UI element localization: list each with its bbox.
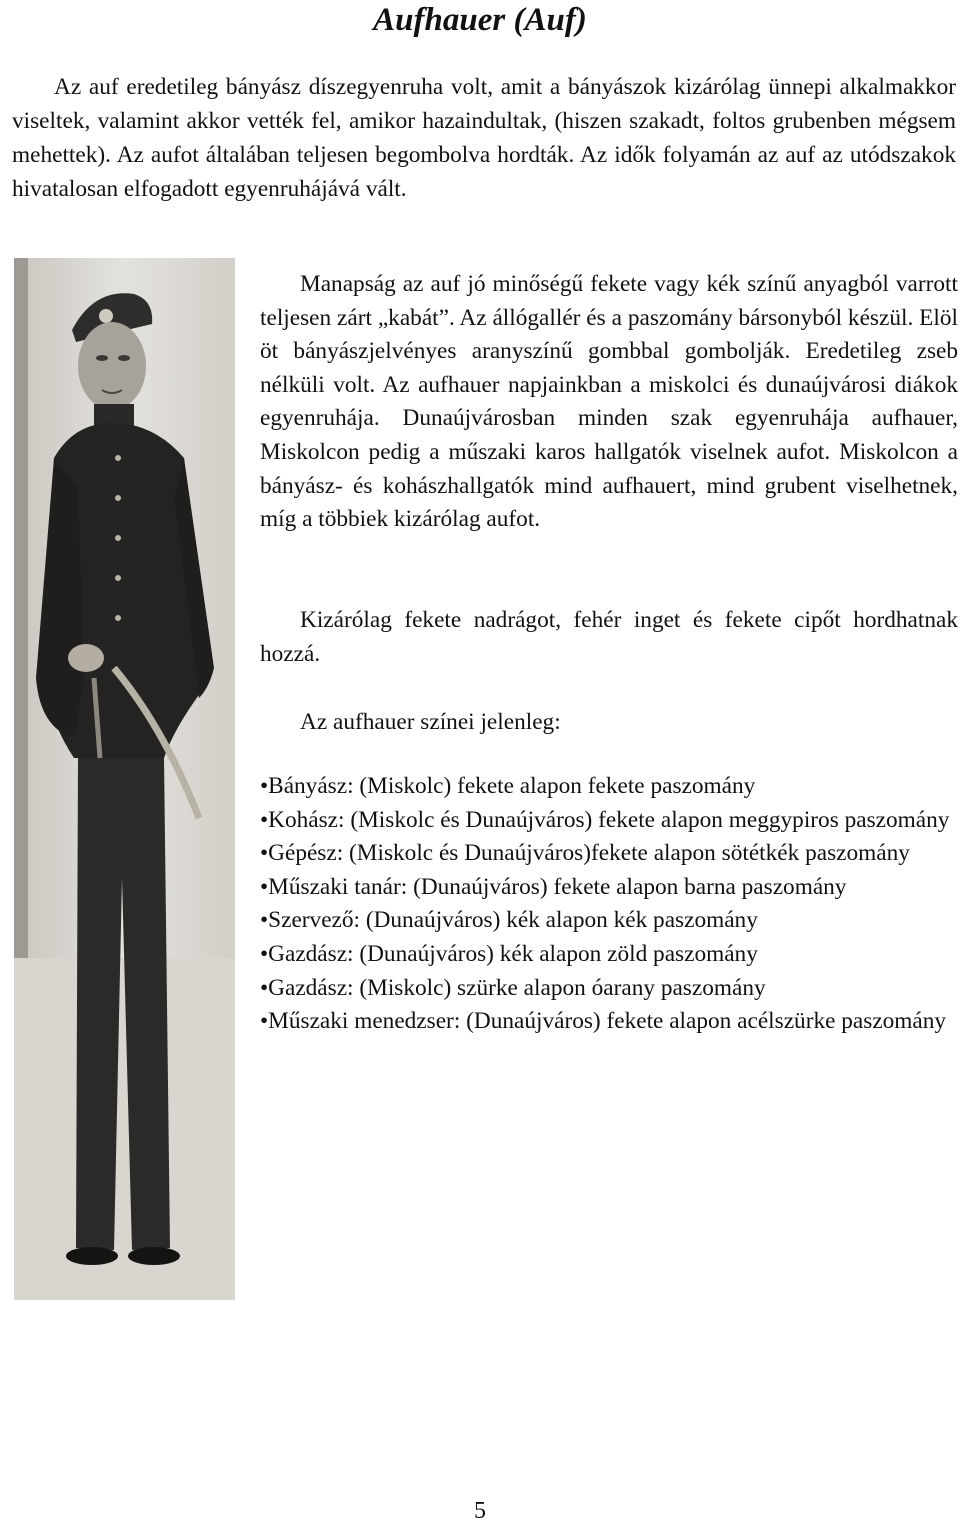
page-number: 5 [474,1498,486,1524]
list-item: • Gazdász: (Dunaújváros) kék alapon zöld paszomány [260,938,958,972]
colors-heading: Az aufhauer színei jelenleg: [300,709,561,735]
list-item: • Gépész: (Miskolc és Dunaújváros)fekete alapon sötétkék paszomány [260,837,958,871]
list-item: • Műszaki menedzser: (Dunaújváros) fekete alapon acélszürke paszomány [260,1005,958,1039]
list-item: • Műszaki tanár: (Dunaújváros) fekete alapon barna paszomány [260,871,958,905]
list-item: • Bányász: (Miskolc) fekete alapon fekete paszomány [260,770,958,804]
dress-note-paragraph: Kizárólag fekete nadrágot, fehér inget és fekete cipőt hordhatnak hozzá. [260,607,958,667]
description-paragraph: Manapság az auf jó minőségű fekete vagy kék színű anyagból varrott teljesen zárt „kabát”. Az állógallér és a paszomány bársonyból készül. Elöl öt bányászjelvényes aranyszínű gombbal gombolják. Eredetileg zseb nélküli volt. Az aufhauer napjainkban a miskolci és dunaújvárosi diákok egyenruhája. Dunaújvárosban minden szak egyenruhája aufhauer, Miskolcon pedig a műszaki karos hallgatók viselnek aufot. Miskolcon a bányász- és kohászhallgatók mind aufhauert, mind grubent viselhetnek, míg a többiek kizárólag aufot. [260,271,958,533]
intro-paragraph: Az auf eredetileg bányász díszegyenruha volt, amit a bányászok kizárólag ünnepi alkalmakkor viseltek, valamint akkor vették fel, amikor hazaindultak, (hiszen szakadt, foltos grubenben mégsem mehettek). Az aufot általában teljesen begombolva hordták. Az idők folyamán az auf az utódszakok hivatalosan elfogadott egyenruhájává vált. [12,74,956,202]
list-item: • Szervező: (Dunaújváros) kék alapon kék paszomány [260,904,958,938]
list-item: • Gazdász: (Miskolc) szürke alapon óarany paszomány [260,972,958,1006]
color-list [260,770,958,1039]
list-item: • Kohász: (Miskolc és Dunaújváros) fekete alapon meggypiros paszomány [260,804,958,838]
page-title: Aufhauer (Auf) [373,2,587,38]
uniform-photo [14,258,235,1300]
